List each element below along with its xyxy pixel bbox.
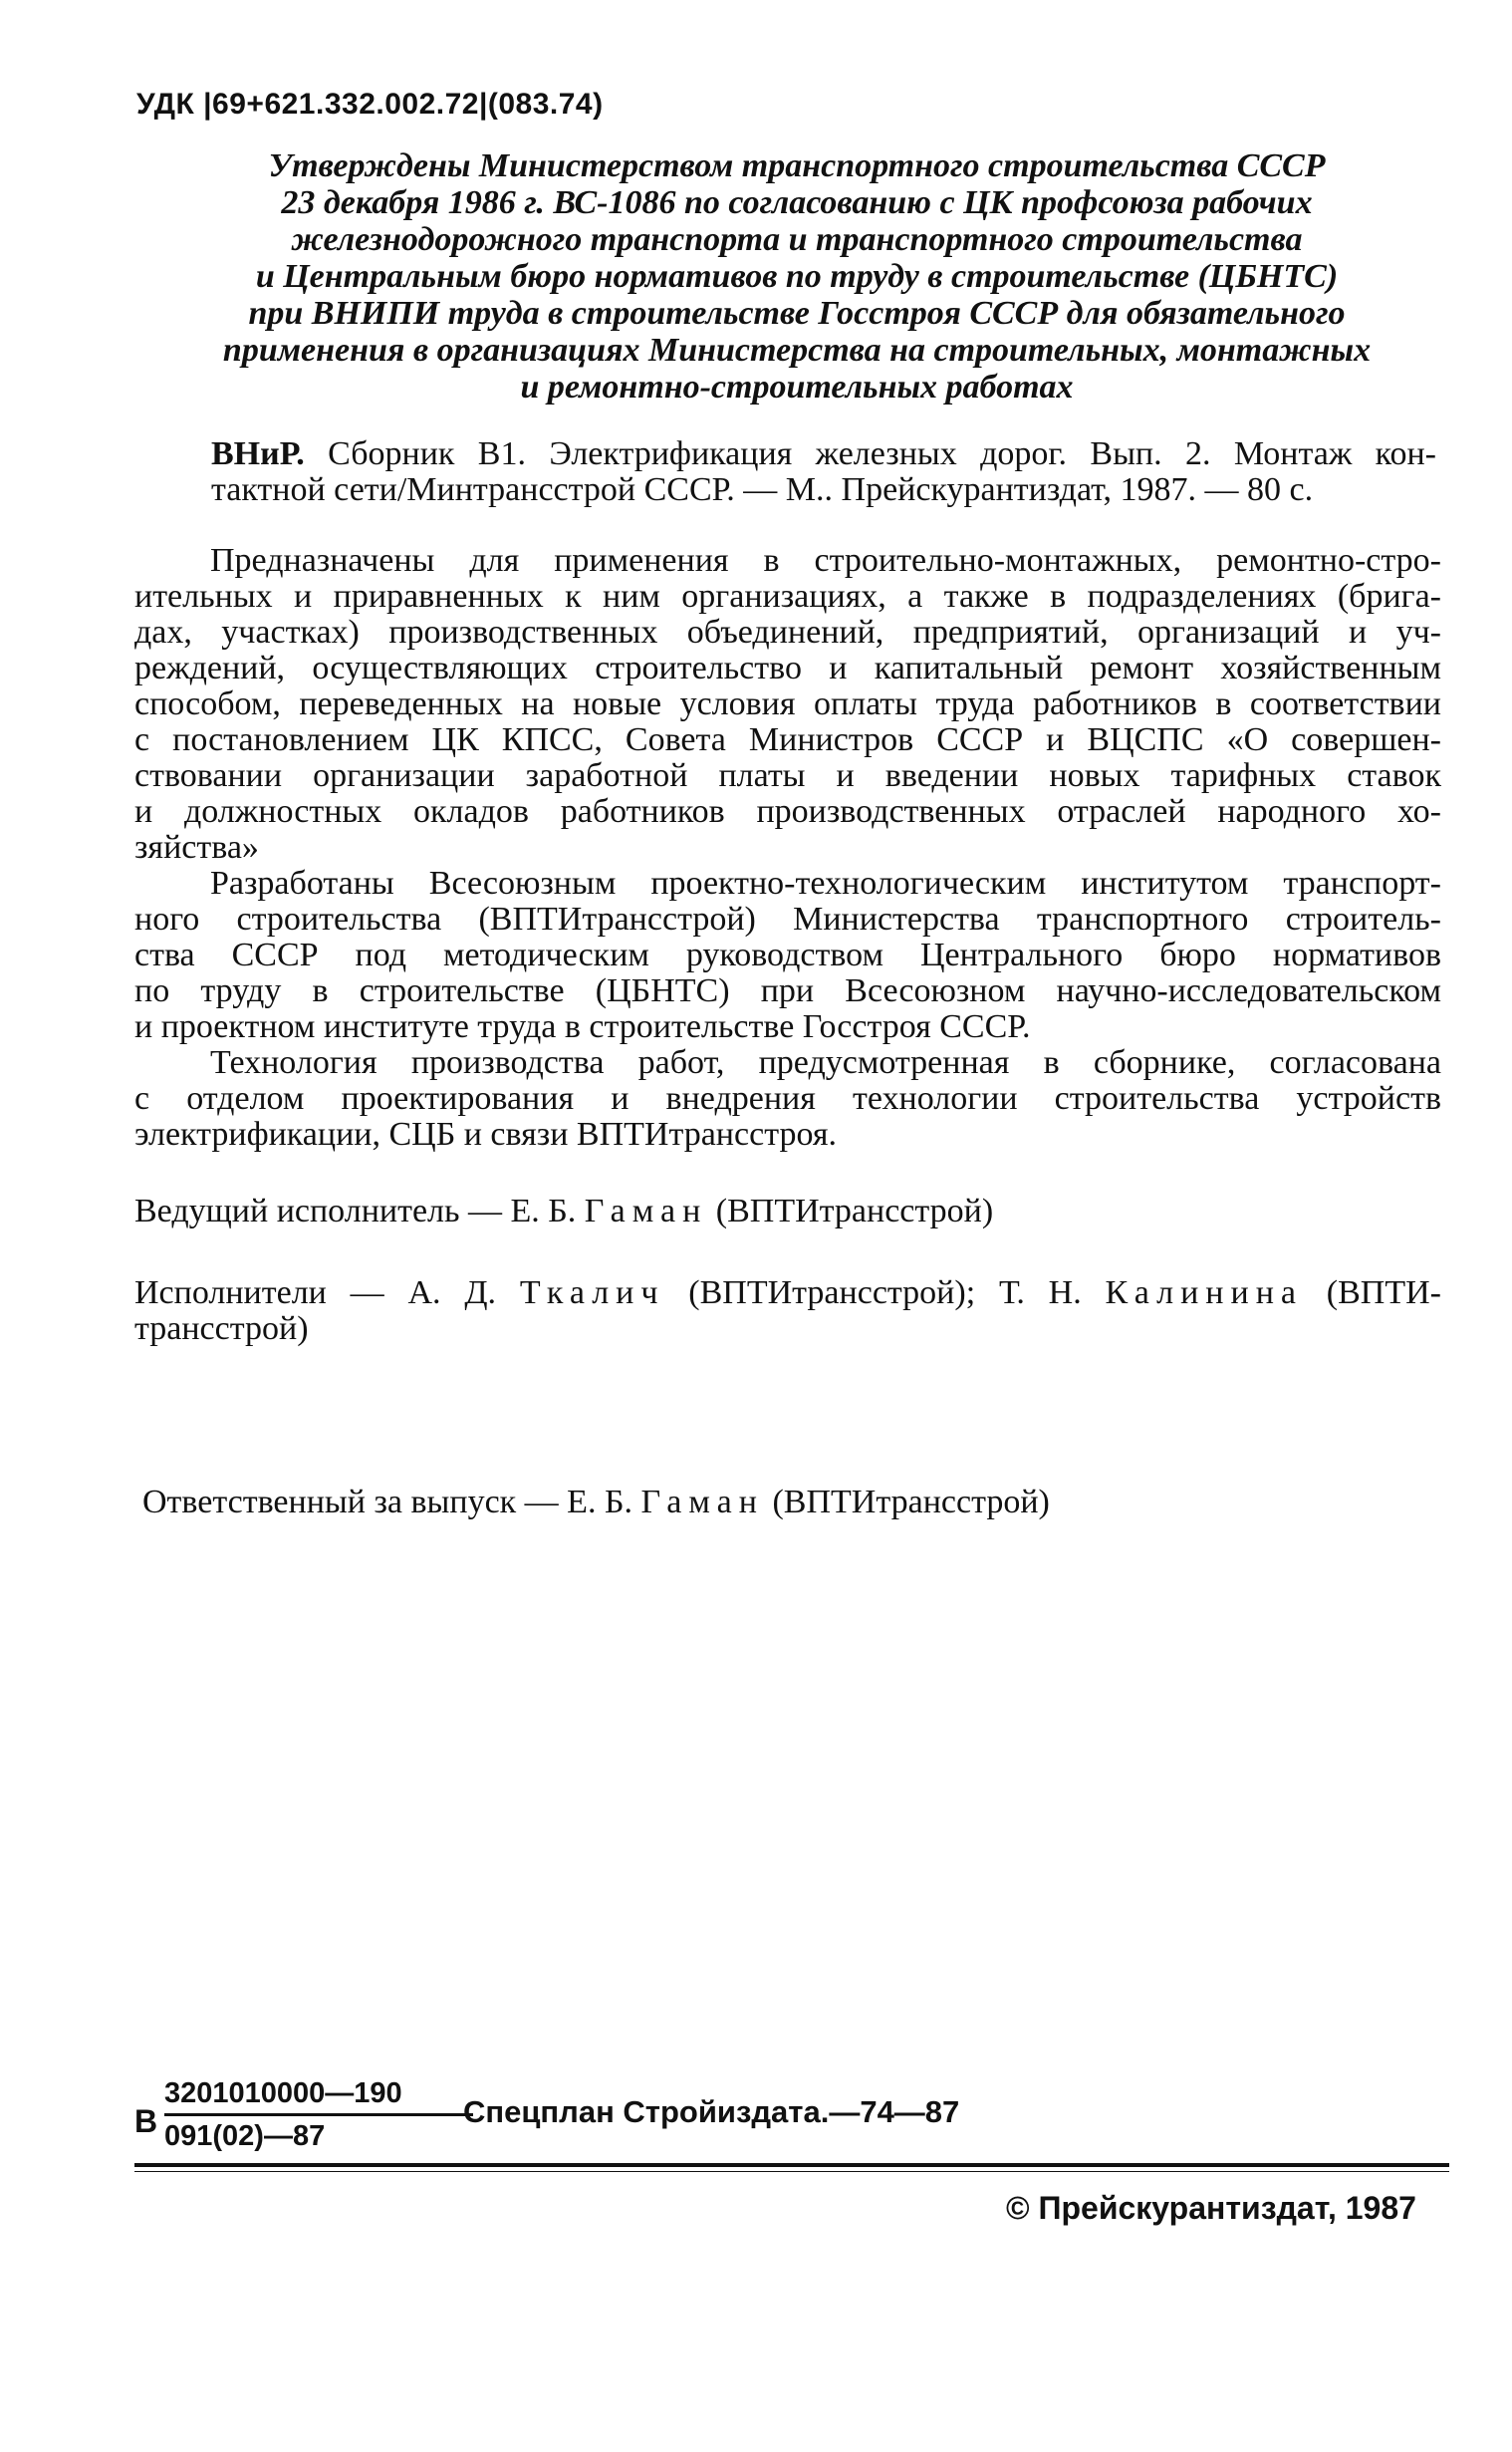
executors-org: (ВПТИтрансстрой); Т. Н. <box>664 1274 1106 1311</box>
imprint-plan: Спецплан Стройиздата.—74—87 <box>463 2094 960 2129</box>
paragraph-line: с отделом проектирования и внедрения технологии строительства устройств <box>134 1080 1441 1117</box>
approval-line: применения в организациях Министерства на строительных, монтажных <box>222 332 1372 369</box>
paragraph-line: ного строительства (ВПТИтрансстрой) Министерства транспортного строитель- <box>134 901 1441 938</box>
paragraph-line: ствовании организации заработной платы и введении новых тарифных ставок <box>134 757 1441 794</box>
approval-line: Утверждены Министерством транспортного строительства СССР <box>268 147 1326 184</box>
executors-line: трансстрой) <box>134 1310 309 1347</box>
fraction-bar <box>164 2113 473 2116</box>
citation-abbreviation: ВНиР. <box>211 435 305 472</box>
bottom-rule-thin <box>134 2171 1449 2172</box>
approval-line: и ремонтно-строительных работах <box>520 369 1074 406</box>
citation-line: Сборник В1. Электрификация железных дорог. Вып. 2. Монтаж кон- <box>304 435 1436 472</box>
approval-line: железнодорожного транспорта и транспортного строительства <box>291 221 1303 258</box>
approval-line: 23 декабря 1986 г. ВС-1086 по согласованию с ЦК профсоюза рабочих <box>281 184 1313 221</box>
paragraph-line: Разработаны Всесоюзным проектно-технологическим институтом транспорт- <box>210 865 1441 902</box>
responsible-role: Ответственный за выпуск — Е. Б. <box>142 1484 641 1520</box>
paragraph-line: электрификации, СЦБ и связи ВПТИтрансстроя. <box>134 1116 837 1153</box>
paragraph-line: реждений, осуществляющих строительство и капитальный ремонт хозяйственным <box>134 650 1441 686</box>
udk-code: УДК |69+621.332.002.72|(083.74) <box>136 88 604 121</box>
copyright-line <box>1006 2190 1416 2227</box>
lead-executor-org: (ВПТИтрансстрой) <box>707 1193 994 1229</box>
executors <box>134 1275 1441 1347</box>
paragraph-line: и должностных окладов работников производственных отраслей народного хо- <box>134 793 1441 830</box>
paragraph-line: Предназначены для применения в строительно-монтажных, ремонтно-стро- <box>210 542 1441 579</box>
executor-name: Ткалич <box>519 1274 665 1311</box>
executors-role: Исполнители — А. Д. <box>134 1274 520 1311</box>
responsible-org: (ВПТИтрансстрой) <box>763 1484 1050 1520</box>
paragraph-line: ства СССР под методическим руководством Центрального бюро нормативов <box>134 937 1441 973</box>
imprint-numerator: 3201010000—190 <box>164 2077 402 2109</box>
paragraph-line: и проектном институте труда в строительстве Госстроя СССР. <box>134 1008 1031 1045</box>
responsible-person <box>142 1485 1050 1520</box>
lead-executor-role: Ведущий исполнитель — Е. Б. <box>134 1193 585 1229</box>
copyright-text: Прейскурантиздат, 1987 <box>1038 2190 1416 2226</box>
imprint-denominator: 091(02)—87 <box>164 2120 326 2152</box>
imprint-block <box>134 2077 1449 2157</box>
bibliographic-citation <box>211 436 1436 508</box>
imprint-letter: В <box>134 2103 158 2139</box>
paragraph-line: по труду в строительстве (ЦБНТС) при Всесоюзном научно-исследовательском <box>134 972 1441 1009</box>
citation-line: тактной сети/Минтрансстрой СССР. — М.. Прейскурантиздат, 1987. — 80 с. <box>211 471 1314 508</box>
executors-org: (ВПТИ- <box>1302 1274 1442 1311</box>
responsible-name: Гаман <box>640 1484 764 1520</box>
paragraph-line: способом, переведенных на новые условия оплаты труда работников в соответствии <box>134 685 1441 722</box>
purpose-paragraph <box>134 543 1441 1153</box>
copyright-icon: © <box>1006 2190 1030 2226</box>
paragraph-line: зяйства» <box>134 829 259 866</box>
approval-line: и Центральным бюро нормативов по труду в строительстве (ЦБНТС) <box>255 258 1339 295</box>
paragraph-line: дах, участках) производственных объединений, предприятий, организаций и уч- <box>134 614 1441 651</box>
executor-name: Калинина <box>1105 1274 1303 1311</box>
approval-statement <box>189 147 1404 406</box>
paragraph-line: с постановлением ЦК КПСС, Совета Министров СССР и ВЦСПС «О совершен- <box>134 721 1441 758</box>
lead-executor-name: Гаман <box>584 1193 708 1229</box>
bottom-rule <box>134 2163 1449 2167</box>
paragraph-line: ительных и приравненных к ним организациях, а также в подразделениях (брига- <box>134 578 1441 615</box>
lead-executor <box>134 1194 993 1229</box>
paragraph-line: Технология производства работ, предусмотренная в сборнике, согласована <box>210 1044 1441 1081</box>
approval-line: при ВНИПИ труда в строительстве Госстроя СССР для обязательного <box>248 295 1346 332</box>
